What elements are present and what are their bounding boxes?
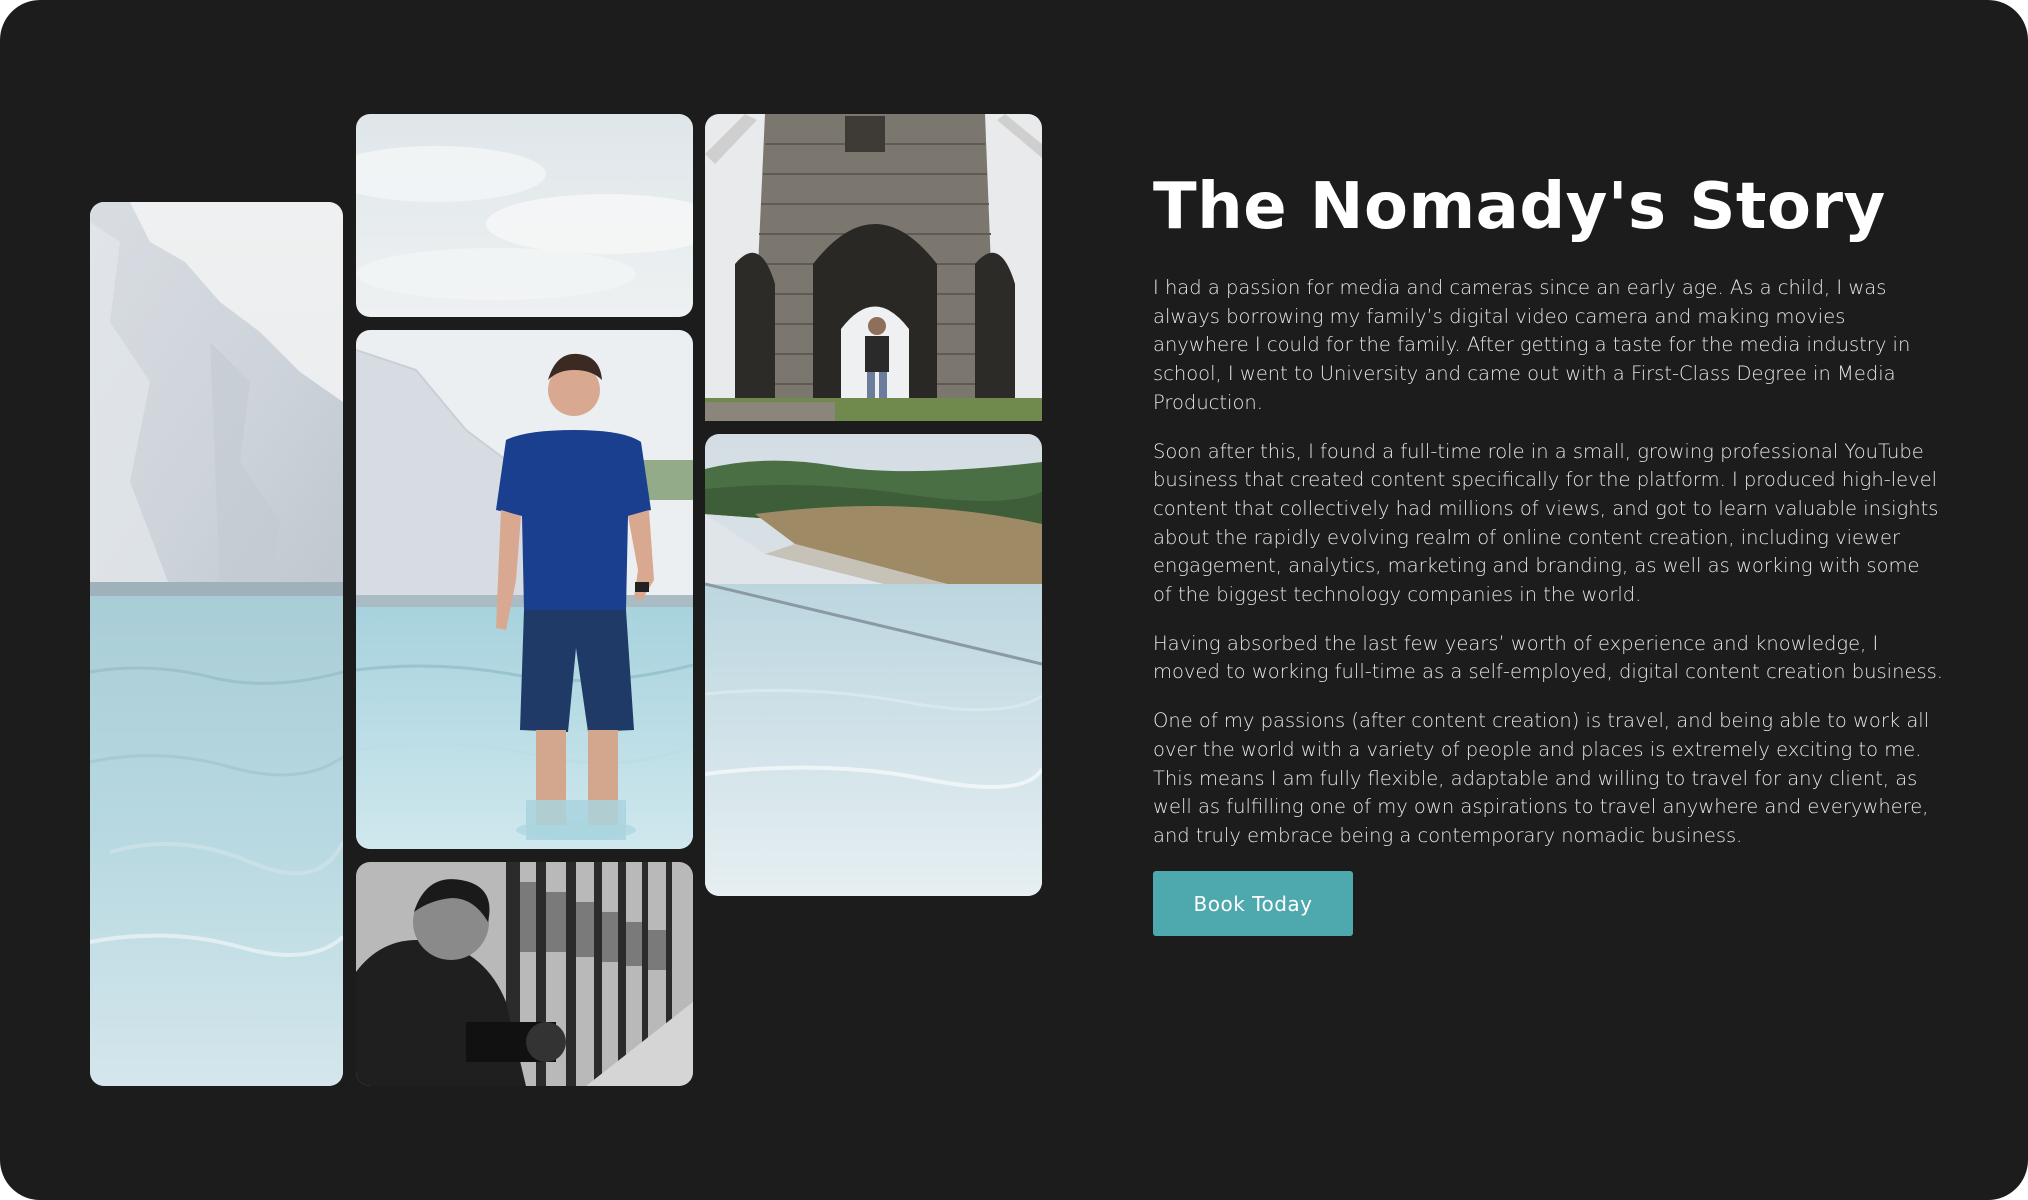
story-content (1153, 168, 1943, 871)
book-today-button[interactable]: Book Today (1153, 871, 1353, 936)
photo-man-wading (356, 330, 693, 849)
photo-videographer (356, 862, 693, 1086)
story-paragraph-3: Having absorbed the last few years’ worth of experience and knowledge, I moved to working full-time as a self-employed, digital content creation business. (1153, 631, 1943, 684)
photo-hills-landscape (705, 434, 1042, 896)
story-paragraph-1: I had a passion for media and cameras since an early age. As a child, I was always borrowing my family’s digital video camera and making movies anywhere I could for the family. After getting a taste for the media industry in school, I went to University and came out with a First-Class Degree in Media Production. (1153, 276, 1911, 414)
photo-stone-windmill (705, 114, 1042, 421)
story-paragraph-4: One of my passions (after content creation) is travel, and being able to work all over the world with a variety of people and places is extremely exciting to me. This means I am fully flexible, adaptable and willing to travel for any client, as well as fulfilling one of my own aspirations to travel anywhere and everywhere, and truly embrace being a contemporary nomadic business. (1153, 709, 1930, 847)
section-title: The Nomady's Story (1153, 170, 1886, 244)
photo-travertine-cliffs (90, 202, 343, 1086)
photo-cloudy-sky (356, 114, 693, 317)
story-paragraph-2: Soon after this, I found a full-time role in a small, growing professional YouTube business that created content specifically for the platform. I produced high-level content that collectively had millions of views, and got to learn valuable insights about the rapidly evolving realm of online content creation, including viewer engagement, analytics, marketing and branding, as well as working with some of the biggest technology companies in the world. (1153, 439, 1939, 607)
